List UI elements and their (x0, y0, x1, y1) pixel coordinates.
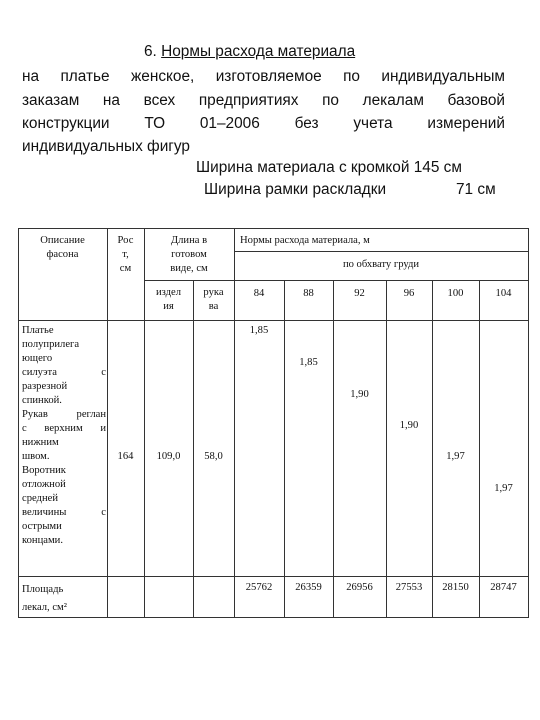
description-line: средней (22, 493, 58, 504)
description-line: отложной (22, 479, 66, 490)
description-line: концами. (22, 535, 63, 546)
description-line: Воротник (22, 465, 66, 476)
bust-size: 88 (303, 288, 314, 299)
norm-value-84: 1,85 (249, 325, 269, 336)
table-col-line (432, 280, 433, 618)
area-value-92: 26956 (346, 582, 373, 593)
header-height (107, 234, 144, 276)
table-rule-norms (234, 251, 528, 252)
garment-description (22, 324, 106, 548)
description-line: нижним (22, 437, 59, 448)
heading-line-1: на платье женское, изготовляемое по индивидуальным (22, 68, 505, 85)
description-line: разрезной (22, 381, 68, 392)
title-text: Нормы расхода материала (161, 43, 356, 60)
page-title (144, 41, 355, 63)
header-item-line: издел (155, 287, 182, 298)
table-col-line (18, 228, 19, 618)
header-length-line: виде, см (170, 263, 208, 274)
table-border-right (528, 228, 529, 618)
height-value: 164 (117, 451, 134, 462)
bust-size: 92 (354, 288, 365, 299)
area-label-line: Площадь (22, 584, 64, 595)
bust-size: 100 (447, 288, 464, 299)
header-length-line: Длина в (170, 235, 208, 246)
area-value-88: 26359 (295, 582, 322, 593)
table-col-line (284, 280, 285, 618)
description-line: величины с (22, 507, 106, 518)
header-length (144, 234, 234, 276)
description-line: швом. (22, 451, 50, 462)
description-line: с верхним и (22, 423, 106, 434)
area-value-100: 28150 (442, 582, 469, 593)
table-col-line (479, 280, 480, 618)
description-line: полуприлега (22, 339, 80, 350)
header-length-line: готовом (171, 249, 207, 260)
norm-value-104: 1,97 (494, 483, 513, 494)
norm-value-88: 1,85 (299, 357, 318, 368)
area-value-96: 27553 (395, 582, 423, 593)
bust-size: 84 (253, 288, 265, 299)
description-line: Рукав реглан (22, 409, 106, 420)
header-by-bust: по обхвату груди (342, 259, 420, 270)
description-line: ющего (22, 353, 53, 364)
frame-width-label: Ширина рамки раскладки (204, 181, 387, 198)
description-line: силуэта с (22, 367, 106, 378)
header-height-line: см (119, 263, 132, 274)
table-col-line (107, 228, 108, 618)
area-label-line: лекал, см² (22, 602, 67, 613)
heading-line-3: конструкции ТО 01–2006 без учета измерений (22, 115, 505, 132)
area-label (22, 581, 106, 617)
frame-width-value: 71 см (456, 181, 496, 198)
description-line: спинкой. (22, 395, 62, 406)
description-line: Платье (22, 325, 54, 336)
table-rule-sub (144, 280, 528, 281)
item-length-value: 109,0 (156, 451, 181, 462)
heading-line-4: индивидуальных фигур (22, 138, 190, 155)
table-col-line (193, 280, 194, 618)
header-item-line: ия (163, 301, 174, 312)
header-item (144, 286, 193, 314)
table-col-line (386, 280, 387, 618)
header-sleeve (193, 286, 234, 314)
header-sleeve-line: ва (208, 301, 219, 312)
header-description-line: фасона (46, 249, 79, 260)
header-height-line: т, (122, 249, 129, 260)
area-value-84: 25762 (245, 582, 273, 593)
table-border-bottom (18, 617, 528, 618)
table-border-top (18, 228, 528, 229)
norm-value-96: 1,90 (399, 420, 419, 431)
area-value-104: 28747 (490, 582, 517, 593)
sleeve-length-value: 58,0 (204, 451, 223, 462)
description-line: острыми (22, 521, 62, 532)
norm-value-100: 1,97 (446, 451, 465, 462)
heading-line-2: заказам на всех предприятиях по лекалам базовой (22, 92, 505, 109)
header-norms: Нормы расхода материала, м (240, 235, 370, 246)
header-height-line: Рос (117, 235, 134, 246)
table-rule-body-bottom (18, 576, 528, 577)
header-description (18, 234, 107, 262)
bust-size: 96 (403, 288, 415, 299)
fabric-width: Ширина материала с кромкой 145 см (196, 159, 462, 176)
header-sleeve-line: рука (203, 287, 224, 298)
header-description-line: Описание (40, 235, 85, 246)
norm-value-92: 1,90 (350, 389, 369, 400)
bust-size: 104 (495, 288, 512, 299)
table-col-line (333, 280, 334, 618)
title-number: 6. (144, 43, 157, 60)
table-rule-header-bottom (18, 320, 528, 321)
